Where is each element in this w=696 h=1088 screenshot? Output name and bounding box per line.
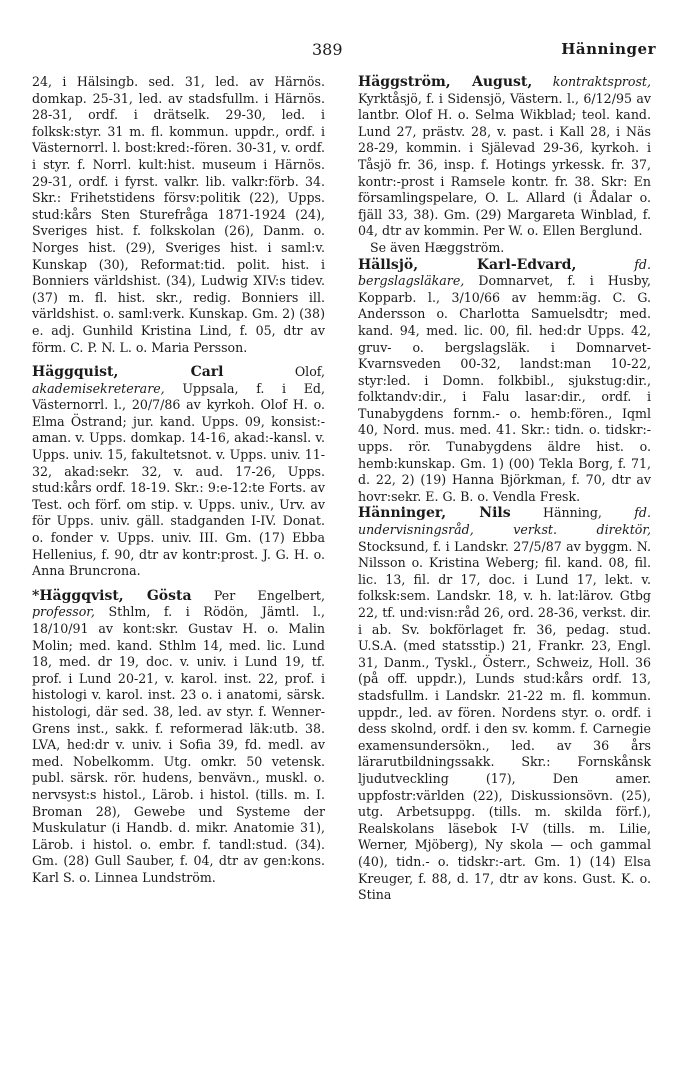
entry-text: Domnarvet, f. i Husby, Kopparb. l., 3/10/66 av hemm:äg. C. G. Andersson o. Charlotta Samuelsdtr; med. kand. 94, med. lic. 00, fil. hed:dr Upps. 42, gruv- o. bergslagsläk. i Domnarvet-Kvarnsveden 00-32, landst:man 10-22, styr:led. i Domn. folkbibl., sjukstug:dir., folktandv:dir., i Falu lasar:dir., ordf. i Tunabygdens fornm.- o. hemb:fören., Iqml 40, Nord. mus. med. 41. Skr.: tidn. o. tidskr:-upps. rör. Tunabygdens äldre hist. o. hemb:kunskap. Gm. 1) (00) Tekla Borg, f. 71, d. 22, 2) (19) Hanna Björkman, f. 70, dtr av hovr:sekr. E. G. B. o. Vendla Fresk. [358, 273, 651, 504]
running-head: Hänninger [561, 40, 656, 58]
entry-name: Häggquist, Carl [32, 364, 224, 381]
entry-haggstrom-august [358, 74, 651, 240]
entry-title: kontraktsprost, [552, 74, 651, 89]
entry-given-names: Hänning, [542, 505, 602, 521]
entry-title: professor, [32, 604, 95, 620]
entry-title: fd. undervisningsråd, verkst. direktör, [358, 505, 651, 538]
page-header [0, 40, 696, 64]
entry-hallsjo-karl-edvard [358, 257, 651, 506]
right-column [358, 74, 651, 904]
page-number: 389 [312, 40, 343, 59]
left-column [32, 74, 325, 887]
entry-title: akademisekreterare, [32, 380, 165, 396]
entry-name: *Häggqvist, Gösta [32, 587, 192, 604]
entry-title: fd. bergslagsläkare, [358, 256, 651, 289]
see-also-reference [358, 240, 651, 257]
entry-text: Kyrktåsjö, f. i Sidensjö, Västern. l., 6/12/95 av lantbr. Olof H. o. Selma Wikblad; teol. kand. Lund 27, prästv. 28, v. past. i Kall 28, i Näs 28-29, kommin. i Själevad 29-36, kyrkoh. i Tåsjö fr. 36, insp. f. Hotings yrkessk. fr. 37, kontr:-prost i Ramsele kontr. fr. 38. Skr: En församlingspelare, O. L. Allard (i Ådalar o. fjäll 33, 38). Gm. (29) Margareta Winblad, f. 04, dtr av kommin. Per W. o. Ellen Berglund. [358, 90, 651, 239]
entry-text: Stocksund, f. i Landskr. 27/5/87 av byggm. N. Nilsson o. Kristina Weberg; fil. kand. 08, fil. lic. 13, fil. dr 17, doc. i Lund 17, lekt. v. folksk:sem. Landskr. 18, v. h. lat:lärov. Gtbg 22, tf. und:visn:råd 26, ord. 28-36, verkst. dir. i ab. Sv. bokförlaget fr. 36, pedag. stud. U.S.A. (med statsstip.) 21, Frankr. 23, Engl. 31, Danm., Tyskl., Österr., Schweiz, Holl. 36 (på off. uppdr.), Lunds stud:kårs ordf. 13, stadsfullm. i Landskr. 21-22 m. fl. kommun. uppdr., led. av fören. Nordens styr. o. ordf. i dess skolnd, ordf. i den sv. komm. f. Carnegie examensundersökn., led. av 36 års lärarutbildningssakk. Skr.: Fornskånsk ljudutveckling (17), Den amer. uppfostr:världen (22), Diskussionsövn. (25), utg. Arbetsuppg. (tills. m. skilda förf.), Realskolans läsebok I-V (tills. m. Lilie, Werner, Mjöberg), Ny skola — och gammal (40), tidn.- o. tidskr:-art. Gm. 1) (14) Elsa Kreuger, f. 88, d. 17, dtr av kons. Gust. K. o. Stina [358, 538, 651, 903]
entry-name: Hänninger, Nils [358, 505, 511, 522]
entry-continuation [32, 74, 325, 356]
entry-name: Häggström, August, [358, 74, 533, 90]
entry-text: Sthlm, f. i Rödön, Jämtl. l., 18/10/91 av kont:skr. Gustav H. o. Malin Molin; med. kand. Sthlm 14, med. lic. Lund 18, med. dr 19, doc. v. univ. i Lund 19, tf. prof. i Lund 20-21, v. karol. inst. 22, prof. i histologi v. karol. inst. 23 o. i anatomi, särsk. histologi, där sed. 38, led. av styr. f. Wenner-Grens inst., sakk. f. reformerad läk:utb. 38. LVA, hed:dr v. univ. i Sofia 39, fd. medl. av med. Nobelkomm. Utg. omkr. 50 vetensk. publ. särsk. rör. hudens, benvävn., muskl. o. nervsyst:s histol., Lärob. i histol. (tills. m. I. Broman 28), Gewebe und Systeme der Muskulatur (i Handb. d. mikr. Anatomie 31), Lärob. i histol. o. embr. f. tandl:stud. (34). Gm. (28) Gull Sauber, f. 04, dtr av gen:kons. Karl S. o. Linnea Lundström. [32, 604, 325, 885]
entry-given-names: Per Engelbert, [213, 587, 325, 603]
entry-text: 24, i Hälsingb. sed. 31, led. av Härnös. domkap. 25-31, led. av stadsfullm. i Härnös. 28-31, ordf. i drätselk. 29-30, led. i folksk:styr. 31 m. fl. kommun. uppdr., ordf. i Västernorrl. l. bost:kred:-fören. 30-31, v. ordf. i styr. f. Norrl. kult:hist. museum i Härnös. 29-31, ordf. i fyrst. valkr. lib. valkr:förb. 34. Skr.: Frihetstidens försv:politik (22), Upps. stud:kårs Sten Sturefråga 1871-1924 (24), Sveriges hist. f. folkskolan (26), Danm. o. Norges hist. (29), Sveriges hist. i saml:v. Kunskap (30), Reformat:tid. polit. hist. i Bonniers världshist. (34), Ludwig XIV:s tidev. (37) m. fl. hist. skr., redig. Bonniers ill. världshist. o. saml:verk. Kunskap. Gm. 2) (38) e. adj. Gunhild Kristina Lind, f. 05, dtr av förm. C. P. N. L. o. Maria Persson. [32, 74, 325, 355]
entry-given-names: Olof, [294, 364, 325, 380]
entry-name: Hällsjö, Karl-Edvard, [358, 256, 577, 273]
entry-haggquist-carl [32, 364, 325, 580]
see-also-text: Se även Hæggström. [370, 239, 505, 255]
entry-haggqvist-gosta [32, 588, 325, 887]
entry-text: Uppsala, f. i Ed, Västernorrl. l., 20/7/86 av kyrkoh. Olof H. o. Elma Östrand; jur. kand. Upps. 09, konsist:-aman. v. Upps. domkap. 14-16, akad:-kansl. v. Upps. univ. 15, fakultetsnot. v. Upps. univ. 11-32, akad:sekr. 32, v. aud. 17-26, Upps. stud:kårs ordf. 18-19. Skr.: 9:e-12:te Forts. av Test. och förf. om stip. v. Upps. univ., Urv. av för Upps. univ. gäll. stadganden I-IV. Donat. o. fonder v. Upps. univ. III. Gm. (17) Ebba Hellenius, f. 90, dtr av kontr:prost. J. G. H. o. Anna Bruncrona. [32, 380, 325, 579]
entry-hanninger-nils [358, 505, 651, 903]
